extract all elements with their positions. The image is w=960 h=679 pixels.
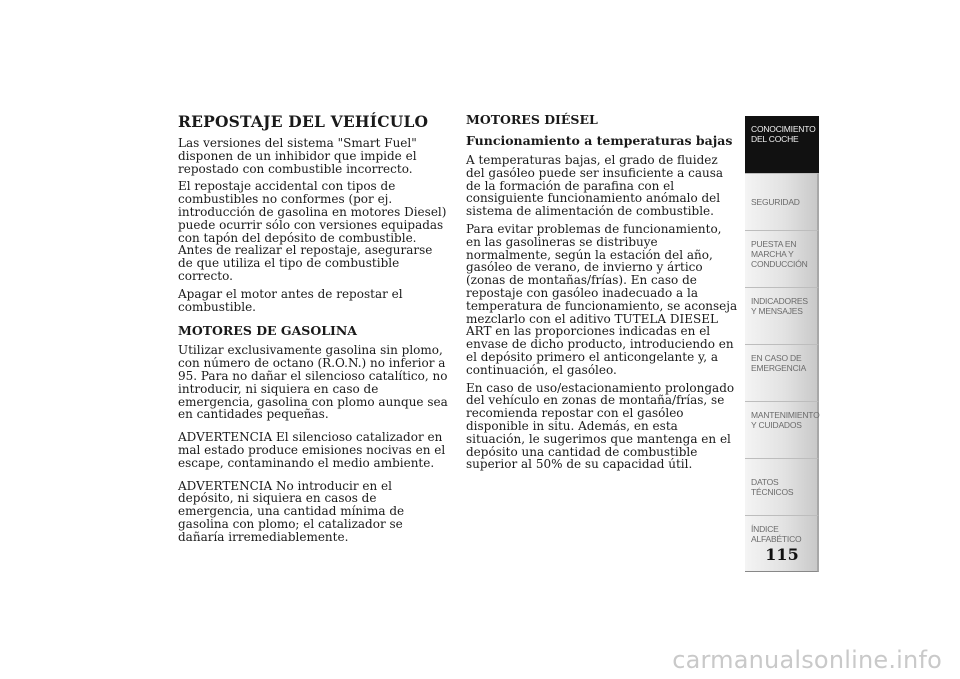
- chapter-tabs: [745, 116, 819, 572]
- tab-indicadores-y-mensajes[interactable]: [745, 287, 819, 344]
- paragraph-smart-fuel: Las versiones del sistema "Smart Fuel" disponen de un inhibidor que impide el repostado con combustible incorrecto.: [178, 136, 417, 176]
- subheading-low-temperatures: Funcionamiento a temperaturas bajas: [466, 133, 733, 148]
- tab-label: INDICADORES Y MENSAJES: [751, 296, 808, 316]
- paragraph-mountain-use: En caso de uso/estacionamiento prolongado del vehículo en zonas de montaña/frías, se recomienda repostar con el gasóleo disponible in situ. Además, en esta situación, le sugerimos que mantenga en el depósito una cantidad de combustible superior al 50% de su capacidad útil.: [466, 380, 735, 472]
- tab-label: CONOCIMIENTO DEL COCHE: [751, 124, 816, 144]
- right-column: [466, 112, 738, 476]
- tab-label: SEGURIDAD: [751, 197, 800, 207]
- left-column: [178, 112, 450, 549]
- page-number: 115: [765, 545, 799, 564]
- tab-label: DATOS TÉCNICOS: [751, 477, 794, 497]
- paragraph-gasoline: Utilizar exclusivamente gasolina sin plomo, con número de octano (R.O.N.) no inferior a 95. Para no dañar el silencioso catalítico, no introducir, ni siquiera en caso de emergencia, gasolina con plomo aunque sea en cantidades pequeñas.: [178, 343, 448, 422]
- watermark: carmanualsonline.info: [672, 646, 942, 674]
- heading-diesel-engines: MOTORES DIÉSEL: [466, 112, 598, 127]
- heading-gasoline-engines: MOTORES DE GASOLINA: [178, 323, 357, 339]
- tab-datos-tecnicos[interactable]: [745, 458, 819, 515]
- paragraph-accidental-refuel: El repostaje accidental con tipos de combustibles no conformes (por ej. introducción de gasolina en motores Diesel) puede ocurrir sólo con versiones equipadas con tapón del depósito de combustible. Antes de realizar el repostaje, asegurarse de que utiliza el tipo de combustible correcto.: [178, 179, 447, 283]
- tab-puesta-en-marcha[interactable]: [745, 230, 819, 287]
- warning-catalyst: ADVERTENCIA El silencioso catalizador en mal estado produce emisiones nocivas en el escape, contaminando el medio ambiente.: [178, 430, 446, 470]
- tab-en-caso-de-emergencia[interactable]: [745, 344, 819, 401]
- tab-label: PUESTA EN MARCHA Y CONDUCCIÓN: [751, 239, 808, 269]
- paragraph-seasonal-diesel: Para evitar problemas de funcionamiento, en las gasolineras se distribuye normalmente, según la estación del año, gasóleo de verano, de invierno y ártico (zonas de montañas/frías). En caso de repostaje con gasóleo inadecuado a la temperatura de funcionamiento, se aconseja mezclarlo con el aditivo TUTELA DIESEL ART en las proporciones indicadas en el envase de dicho producto, introduciendo en el depósito primero el anticongelante y, a continuación, el gasóleo.: [466, 221, 738, 377]
- tab-conocimiento-del-coche[interactable]: [745, 116, 819, 173]
- tab-seguridad[interactable]: [745, 173, 819, 230]
- tab-mantenimiento-y-cuidados[interactable]: [745, 401, 819, 458]
- section-title-refueling: REPOSTAJE DEL VEHÍCULO: [178, 112, 429, 131]
- warning-leaded-fuel: ADVERTENCIA No introducir en el depósito, ni siquiera en casos de emergencia, una cantidad mínima de gasolina con plomo; el catalizador se dañaría irremediablemente.: [178, 478, 405, 544]
- tab-label: ÍNDICE ALFABÉTICO: [751, 524, 802, 544]
- paragraph-engine-off: Apagar el motor antes de repostar el combustible.: [178, 286, 403, 314]
- tab-label: MANTENIMIENTO Y CUIDADOS: [751, 410, 820, 430]
- tab-label: EN CASO DE EMERGENCIA: [751, 353, 807, 373]
- paragraph-paraffin: A temperaturas bajas, el grado de fluidez del gasóleo puede ser insuficiente a causa de la formación de parafina con el consiguiente funcionamiento anómalo del sistema de alimentación de combustible.: [466, 153, 724, 219]
